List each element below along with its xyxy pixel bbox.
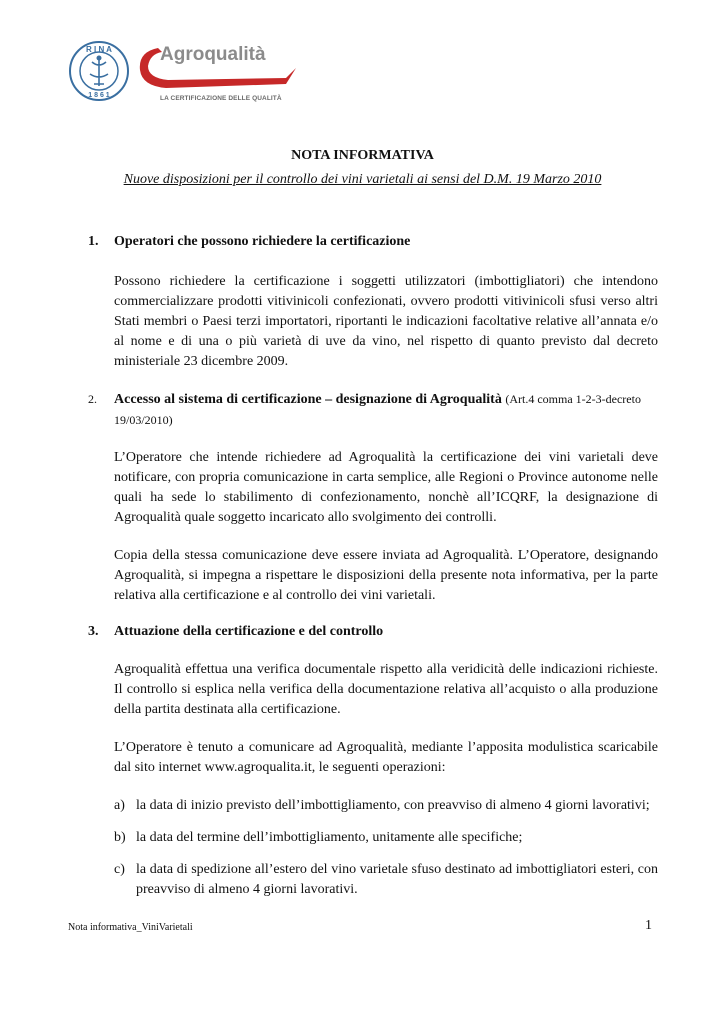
document-title: NOTA INFORMATIVA	[291, 148, 434, 163]
section-title: Accesso al sistema di certificazione – designazione di Agroqualità	[114, 392, 502, 407]
svg-text:1 8 6 1: 1 8 6 1	[88, 92, 110, 99]
section-number: 3.	[88, 624, 99, 639]
list-text: la data di inizio previsto dell’imbottigliamento, con preavviso di almeno 4 giorni lavorativi;	[136, 798, 650, 813]
paragraph: L’Operatore che intende richiedere ad Agroqualità la certificazione dei vini varietali deve notificare, con propria comunicazione in carta semplice, alle Regioni o Province autonome nelle quali ha sede lo stabilimento di confezionamento, nonchè all’ICQRF, la designazione di Agroqualità quale soggetto incaricato allo svolgimento dei controlli.	[114, 450, 658, 525]
list-item	[114, 796, 658, 816]
list-text: la data del termine dell’imbottigliamento, unitamente alle specifiche;	[136, 830, 523, 845]
paragraph: Copia della stessa comunicazione deve essere inviata ad Agroqualità. L’Operatore, designando Agroqualità, si impegna a rispettare le disposizioni della presente nota informativa, per la parte relativa alla certificazione e al controllo dei vini varietali.	[114, 548, 658, 603]
footer-filename: Nota informativa_ViniVarietali	[68, 922, 193, 933]
section-1-heading	[88, 232, 658, 252]
section-3-heading	[88, 622, 658, 642]
svg-text:R I N A: R I N A	[86, 45, 112, 54]
brand-tagline: LA CERTIFICAZIONE DELLE QUALITÀ	[160, 95, 282, 102]
section-title: Attuazione della certificazione e del controllo	[114, 624, 384, 639]
list-text: la data di spedizione all’estero del vino varietale sfuso destinato ad imbottigliatori esteri, con preavviso di almeno 4 giorni lavorativi.	[136, 862, 658, 897]
paragraph: Possono richiedere la certificazione i soggetti utilizzatori (imbottigliatori) che intendono commercializzare prodotti vitivinicoli confezionati, ovvero prodotti vitivinicoli sfusi verso altri Stati membri o Paesi terzi importatori, riportanti le indicazioni facoltative relative all’annata e/o al nome e di una o più varietà di uve da vino, nel rispetto di quanto previsto dal decreto ministeriale 23 dicembre 2009.	[114, 274, 658, 369]
letterhead	[68, 40, 308, 110]
list-letter: b)	[114, 830, 126, 845]
section-number: 2.	[88, 392, 97, 406]
section-title: Operatori che possono richiedere la certificazione	[114, 234, 411, 249]
list-item	[114, 828, 658, 848]
brand-name: Agroqualità	[160, 44, 266, 65]
list-letter: a)	[114, 798, 125, 813]
section-reference: (Art.4 comma 1-2-3-decreto 19/03/2010)	[114, 392, 641, 427]
list-letter: c)	[114, 862, 125, 877]
section-number: 1.	[88, 234, 99, 249]
document-subtitle: Nuove disposizioni per il controllo dei vini varietali ai sensi del D.M. 19 Marzo 2010	[123, 172, 602, 187]
section-2-heading	[88, 389, 658, 431]
page-number: 1	[645, 918, 652, 933]
list-item	[114, 860, 658, 900]
paragraph: Agroqualità effettua una verifica documentale rispetto alla veridicità delle indicazioni richieste. Il controllo si esplica nella verifica della documentazione relativa all’acquisto o alla produzione della partita destinata alla certificazione.	[114, 662, 658, 717]
paragraph: L’Operatore è tenuto a comunicare ad Agroqualità, mediante l’apposita modulistica scaricabile dal sito internet www.agroqualita.it, le seguenti operazioni:	[114, 740, 658, 775]
rina-seal-logo	[68, 40, 130, 102]
document-body	[88, 232, 658, 900]
